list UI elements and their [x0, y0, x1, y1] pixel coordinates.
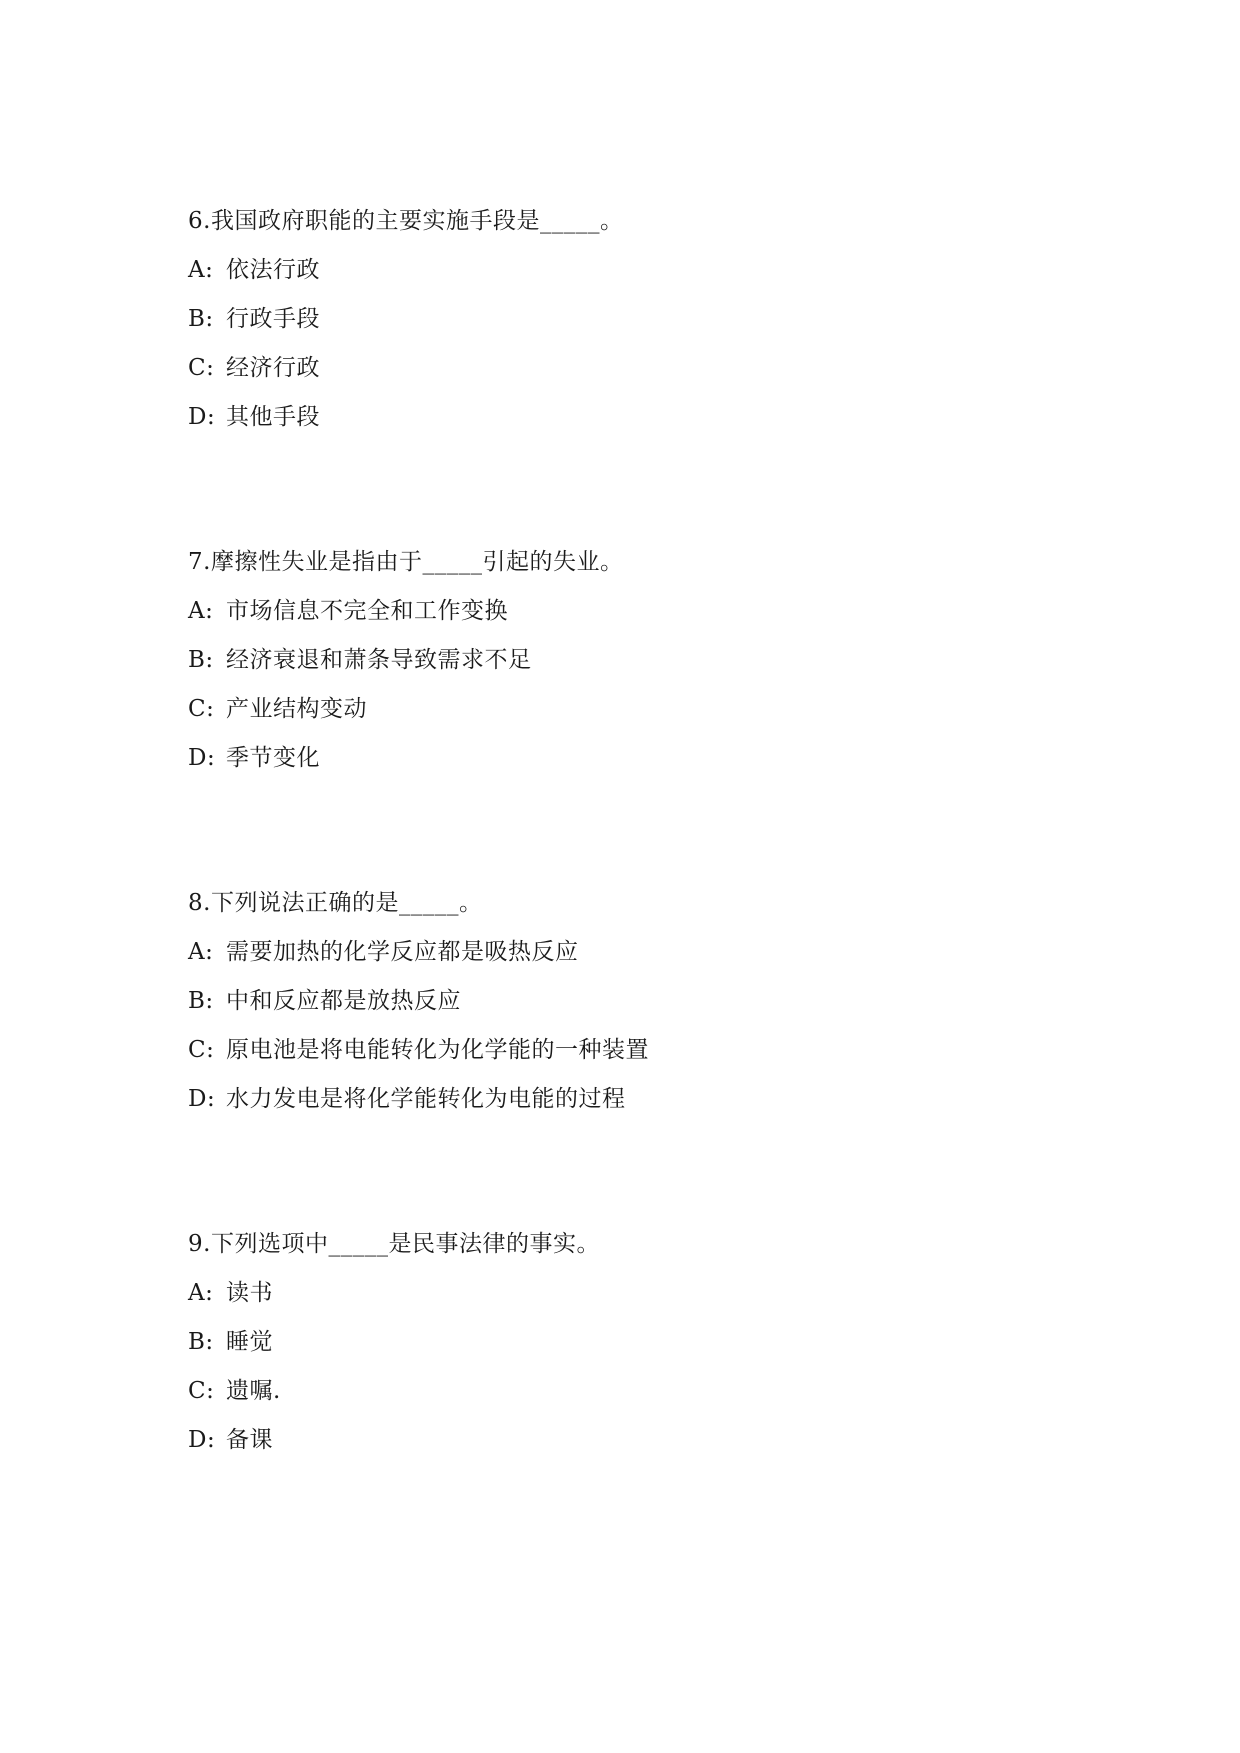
- option-text: 其他手段: [226, 404, 320, 430]
- question-stem: 8.下列说法正确的是_____。: [188, 890, 483, 916]
- option-d: [188, 1425, 1148, 1455]
- option-letter: C:: [188, 1037, 215, 1063]
- option-a: [188, 255, 1148, 285]
- option-letter: B:: [188, 988, 214, 1014]
- option-letter: C:: [188, 1378, 215, 1404]
- question-8: [188, 888, 1148, 1114]
- option-text: 睡觉: [226, 1329, 273, 1355]
- option-text: 经济行政: [226, 355, 320, 381]
- option-letter: B:: [188, 647, 214, 673]
- option-text: 依法行政: [226, 257, 320, 283]
- option-a: [188, 596, 1148, 626]
- option-text: 产业结构变动: [226, 696, 367, 722]
- option-c: [188, 1035, 1148, 1065]
- option-letter: B:: [188, 1329, 214, 1355]
- option-d: [188, 743, 1148, 773]
- option-c: [188, 1376, 1148, 1406]
- option-text: 季节变化: [226, 745, 320, 771]
- option-a: [188, 937, 1148, 967]
- option-c: [188, 353, 1148, 383]
- option-letter: A:: [188, 1280, 214, 1306]
- option-text: 行政手段: [226, 306, 320, 332]
- question-7: [188, 547, 1148, 773]
- option-text: 水力发电是将化学能转化为电能的过程: [226, 1086, 626, 1112]
- option-d: [188, 1084, 1148, 1114]
- option-text: 需要加热的化学反应都是吸热反应: [226, 939, 579, 965]
- option-d: [188, 402, 1148, 432]
- option-letter: D:: [188, 404, 216, 430]
- option-text: 经济衰退和萧条导致需求不足: [226, 647, 532, 673]
- option-letter: D:: [188, 1086, 216, 1112]
- option-letter: C:: [188, 696, 215, 722]
- option-c: [188, 694, 1148, 724]
- option-text: 遗嘱.: [226, 1378, 281, 1404]
- option-letter: D:: [188, 1427, 216, 1453]
- option-letter: B:: [188, 306, 214, 332]
- option-text: 中和反应都是放热反应: [226, 988, 461, 1014]
- option-b: [188, 986, 1148, 1016]
- question-stem: 7.摩擦性失业是指由于_____引起的失业。: [188, 549, 624, 575]
- option-letter: D:: [188, 745, 216, 771]
- option-letter: C:: [188, 355, 215, 381]
- option-a: [188, 1278, 1148, 1308]
- question-stem: 6.我国政府职能的主要实施手段是_____。: [188, 208, 624, 234]
- option-b: [188, 1327, 1148, 1357]
- option-text: 备课: [226, 1427, 273, 1453]
- question-9: [188, 1229, 1148, 1455]
- option-text: 原电池是将电能转化为化学能的一种装置: [226, 1037, 649, 1063]
- option-text: 读书: [226, 1280, 273, 1306]
- option-letter: A:: [188, 257, 214, 283]
- question-stem: 9.下列选项中_____是民事法律的事实。: [188, 1231, 600, 1257]
- option-b: [188, 304, 1148, 334]
- option-b: [188, 645, 1148, 675]
- option-letter: A:: [188, 598, 214, 624]
- option-letter: A:: [188, 939, 214, 965]
- option-text: 市场信息不完全和工作变换: [226, 598, 508, 624]
- question-6: [188, 206, 1148, 432]
